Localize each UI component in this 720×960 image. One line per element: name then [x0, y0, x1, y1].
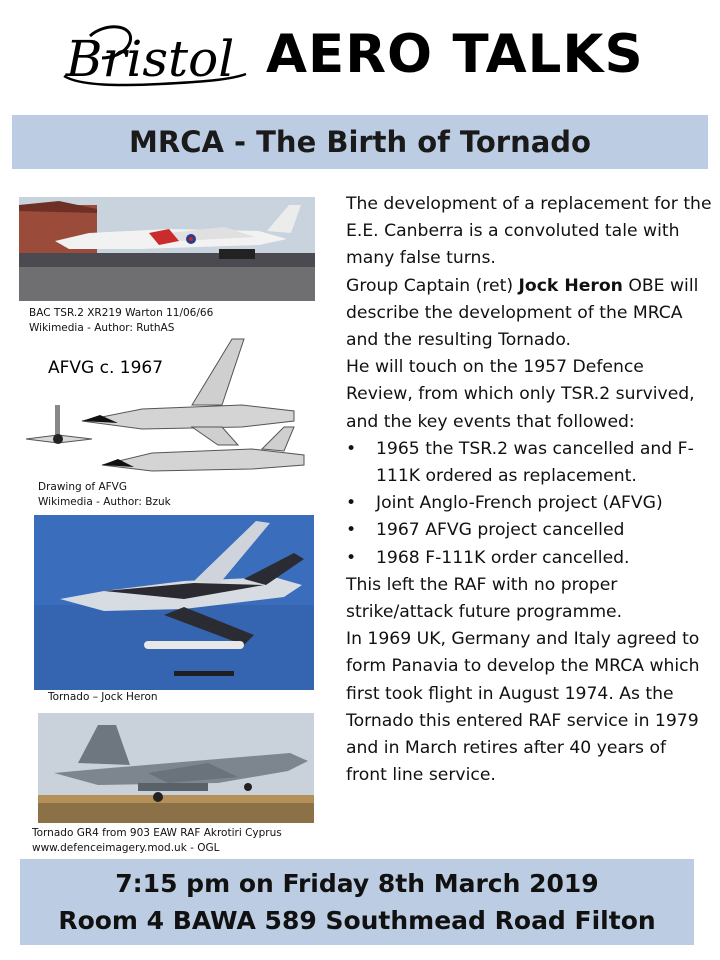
event-datetime: 7:15 pm on Friday 8th March 2019 — [115, 869, 599, 898]
tornado-flight-photo — [34, 515, 314, 690]
bullet-dot: • — [346, 520, 357, 541]
bullet-text: 1968 F-111K order cancelled. — [376, 547, 630, 568]
bullet-dot: • — [346, 493, 357, 514]
logo-lettering: Bristol — [65, 30, 235, 88]
tsr2-photo — [19, 197, 315, 301]
talk-title: MRCA - The Birth of Tornado — [129, 125, 591, 159]
title-band — [12, 115, 708, 169]
afvg-label: AFVG c. 1967 — [48, 358, 164, 378]
speaker-suffix: OBE will describe the development of the MRCA and the resulting Tornado. — [346, 275, 699, 351]
bullet-dot: • — [346, 438, 357, 459]
tornado-gr4-photo — [38, 713, 314, 823]
bullet-item — [346, 517, 712, 544]
panavia-paragraph: In 1969 UK, Germany and Italy agreed to form Panavia to develop the MRCA which first took flight in August 1974. As the Tornado this entered RAF service in 1979 and in March retires after 40 years of front line service. — [346, 629, 700, 786]
raf-paragraph: This left the RAF with no proper strike/attack future programme. — [346, 574, 623, 623]
bullet-item — [346, 490, 712, 517]
bullet-text: 1965 the TSR.2 was cancelled and F-111K ordered as replacement. — [376, 438, 694, 487]
speaker-name: Jock Heron — [518, 275, 623, 296]
afvg-caption-2: Wikimedia - Author: Bzuk — [38, 496, 171, 508]
gr4-caption-2: www.defenceimagery.mod.uk - OGL — [32, 842, 220, 854]
tsr2-caption-1: BAC TSR.2 XR219 Warton 11/06/66 — [29, 307, 214, 319]
tornado-flight-caption: Tornado – Jock Heron — [48, 691, 158, 703]
event-venue: Room 4 BAWA 589 Southmead Road Filton — [58, 906, 656, 935]
gr4-caption-1: Tornado GR4 from 903 EAW RAF Akrotiri Cyprus — [32, 827, 282, 839]
afvg-caption-1: Drawing of AFVG — [38, 481, 127, 493]
event-details-band — [20, 859, 694, 945]
afvg-drawing — [22, 335, 314, 475]
header-title: AERO TALKS — [266, 24, 644, 85]
bristol-logo — [50, 14, 250, 106]
bullet-text: Joint Anglo-French project (AFVG) — [376, 493, 663, 514]
bullet-dot: • — [346, 547, 357, 568]
speaker-prefix: Group Captain (ret) — [346, 275, 519, 296]
touch-paragraph: He will touch on the 1957 Defence Review, from which only TSR.2 survived, and the key events that followed: — [346, 357, 695, 432]
bullet-item — [346, 545, 712, 572]
tsr2-caption-2: Wikimedia - Author: RuthAS — [29, 322, 175, 334]
speaker-paragraph — [346, 273, 712, 355]
bullet-text: 1967 AFVG project cancelled — [376, 520, 625, 541]
intro-paragraph: The development of a replacement for the E.E. Canberra is a convoluted tale with many false turns. — [346, 194, 712, 269]
talk-description — [346, 191, 712, 789]
bullet-item — [346, 436, 712, 490]
